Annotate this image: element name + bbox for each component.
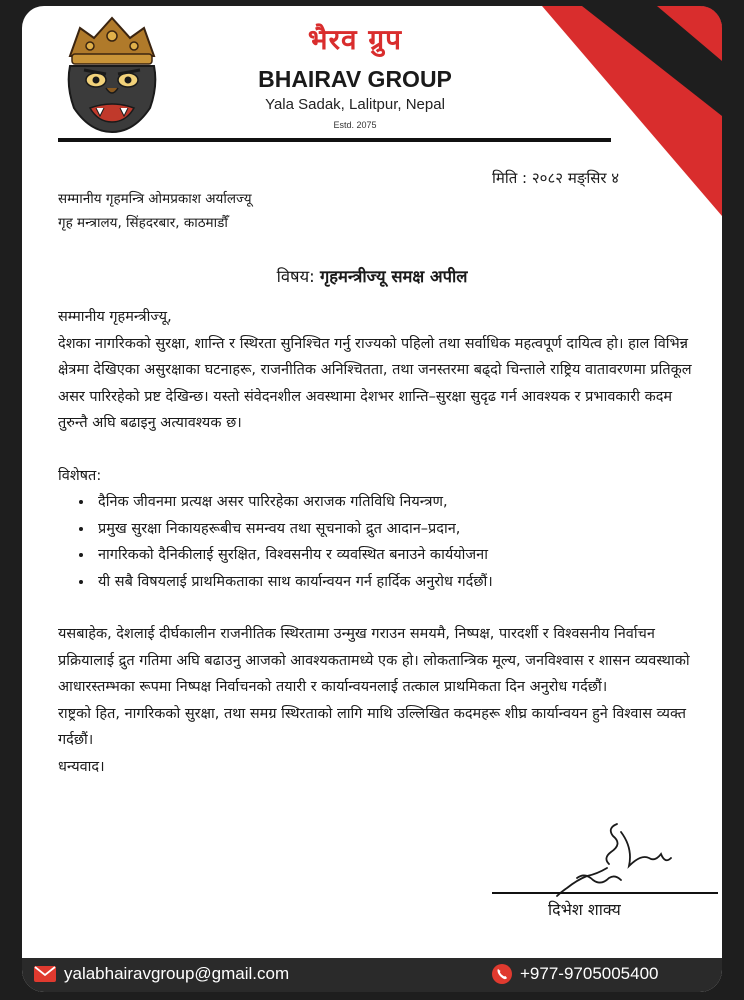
brand-established: Estd. 2075 <box>333 120 377 130</box>
list-item: • यी सबै विषयलाई प्राथमिकताका साथ कार्यान्वयन गर्न हार्दिक अनुरोध गर्दछौं। <box>94 569 698 596</box>
letter-date: मिति : २०८२ मङ्सिर ४ <box>492 169 620 187</box>
phone-text[interactable]: +977-9705005400 <box>520 964 659 983</box>
signatory-name: दिभेश शाक्य <box>548 900 621 919</box>
specifics-label: विशेषत: <box>58 467 102 484</box>
spacer <box>58 437 698 463</box>
closing: धन्यवाद। <box>58 758 105 775</box>
bhairav-logo <box>60 16 164 134</box>
footer-bar <box>22 958 722 992</box>
footer-email[interactable] <box>34 964 289 984</box>
list-item: • नागरिकको दैनिकीलाई सुरक्षित, विश्वसनीय र व्यवस्थित बनाउने कार्ययोजना <box>94 542 698 569</box>
paragraph-3: राष्ट्रको हित, नागरिकको सुरक्षा, तथा समग्र स्थिरताको लागि माथि उल्लिखित कदमहरू शीघ्र कार्यान्वयन हुने विश्वास व्यक्त गर्दछौं। <box>58 705 687 748</box>
bullet-list <box>58 489 698 595</box>
subject-line <box>22 264 722 287</box>
letter-sheet <box>22 6 722 992</box>
paragraph-2: यसबाहेक, देशलाई दीर्घकालीन राजनीतिक स्थिरतामा उन्मुख गराउन समयमै, निष्पक्ष, पारदर्शी र विश्वसनीय निर्वाचन प्रक्रियालाई द्रुत गतिमा अघि बढाउनु आजको आवश्यकतामध्ये एक हो। लोकतान्त्रिक मूल्य, जनविश्वास र शासन व्यवस्थाको आधारस्तम्भका रूपमा निष्पक्ष निर्वाचनको तयारी र कार्यान्वयनलाई तत्काल प्राथमिकता दिन अनुरोध गर्दछौं। <box>58 626 690 695</box>
email-text[interactable]: yalabhairavgroup@gmail.com <box>64 964 290 983</box>
footer-phone[interactable] <box>492 964 659 984</box>
envelope-icon <box>34 966 56 982</box>
brand-address: Yala Sadak, Lalitpur, Nepal <box>265 96 445 113</box>
brand-name-english: BHAIRAV GROUP <box>258 66 452 92</box>
recipient-block <box>58 187 252 235</box>
signature-line <box>492 892 718 894</box>
list-item: • प्रमुख सुरक्षा निकायहरूबीच समन्वय तथा सूचनाको द्रुत आदान–प्रदान, <box>94 516 698 543</box>
handwritten-signature <box>537 818 687 900</box>
subject-text: गृहमन्त्रीज्यू समक्ष अपील <box>319 267 468 286</box>
brand-name-devanagari: भैरव ग्रुप <box>307 23 403 56</box>
header-divider <box>58 138 611 142</box>
list-item: • दैनिक जीवनमा प्रत्यक्ष असर पारिरहेका अराजक गतिविधि नियन्त्रण, <box>94 489 698 516</box>
salutation: सम्मानीय गृहमन्त्रीज्यू, <box>58 309 172 325</box>
spacer <box>58 595 698 621</box>
recipient-office: गृह मन्त्रालय, सिंहदरबार, काठमाडौँ <box>58 215 228 231</box>
phone-icon <box>492 964 512 984</box>
letter-body <box>58 304 698 780</box>
paragraph-1: देशका नागरिकको सुरक्षा, शान्ति र स्थिरता सुनिश्चित गर्नु राज्यको पहिलो तथा सर्वाधिक महत्वपूर्ण दायित्व हो। हाल विभिन्न क्षेत्रमा देखिएका असुरक्षाका घटनाहरू, राजनीतिक अनिश्चितता, तथा जनस्तरमा बढ्दो चिन्ताले राष्ट्रिय वातावरणमा प्रतिकूल असर पारिरहेको प्रष्ट देखिन्छ। यस्तो संवेदनशील अवस्थामा देशभर शान्ति–सुरक्षा सुदृढ गर्न आवश्यक र प्रभावकारी कदम तुरुन्तै अघि बढाइनु अत्यावश्यक छ। <box>58 335 692 431</box>
recipient-name: सम्मानीय गृहमन्त्रि ओमप्रकाश अर्यालज्यू <box>58 191 252 207</box>
subject-label: विषय: <box>276 267 315 286</box>
